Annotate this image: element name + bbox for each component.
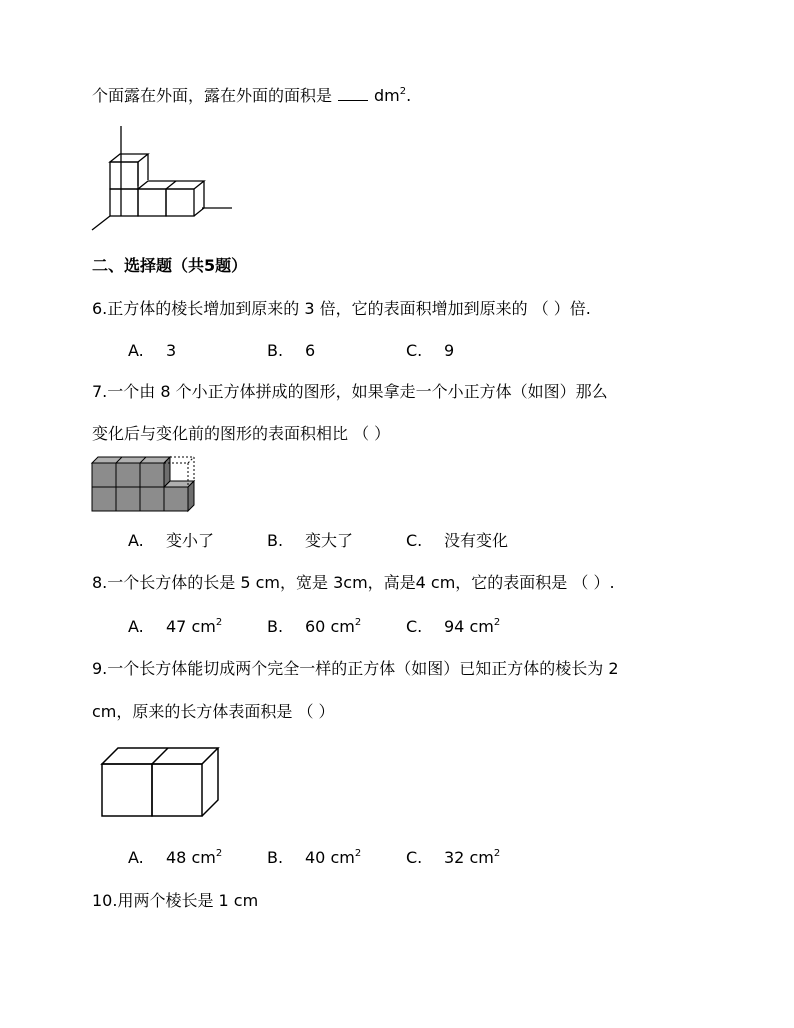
- q8-option-b[interactable]: [267, 617, 361, 637]
- q9-option-c-value: 32 cm: [444, 848, 494, 867]
- q6-option-b-value: 6: [305, 341, 316, 360]
- q7-cube-figure: [90, 455, 200, 515]
- q9-option-a-key: A.: [128, 848, 144, 867]
- q10-text: 10.用两个棱长是 1 cm: [92, 891, 259, 910]
- q9-option-b-value: 40 cm: [305, 848, 355, 867]
- q9-option-a[interactable]: [128, 848, 222, 868]
- q9-option-a-value: 48 cm: [166, 848, 216, 867]
- q7-option-b-value: 变大了: [305, 531, 354, 550]
- q6-option-b[interactable]: [267, 341, 315, 361]
- q7-option-a[interactable]: [128, 531, 214, 551]
- q8-option-b-key: B.: [267, 617, 284, 636]
- q6-option-a-value: 3: [166, 341, 177, 360]
- q5-end: .: [406, 86, 412, 105]
- q8-option-c-exp: 2: [493, 617, 501, 628]
- q7-option-b[interactable]: [267, 531, 353, 551]
- q5-unit: dm: [374, 86, 400, 105]
- q5-unit-exp: 2: [399, 86, 407, 97]
- q9-cuboid-figure: [98, 744, 228, 824]
- q8-text: 8.一个长方体的长是 5 cm，宽是 3cm，高是4 cm，它的表面积是 （ ）.: [92, 573, 615, 592]
- q7-option-a-value: 变小了: [166, 531, 215, 550]
- q8-option-c-value: 94 cm: [444, 617, 494, 636]
- section-title: 二、选择题（共5题）: [92, 256, 248, 275]
- q9-option-b-key: B.: [267, 848, 284, 867]
- q8-option-a-exp: 2: [215, 617, 223, 628]
- q7-option-c[interactable]: [406, 531, 508, 551]
- q7-option-c-value: 没有变化: [444, 531, 509, 550]
- q7-option-b-key: B.: [267, 531, 284, 550]
- q5-answer-blank: [338, 88, 368, 101]
- q6-option-c-key: C.: [406, 341, 423, 360]
- q6-option-c[interactable]: [406, 341, 454, 361]
- q9-option-b-exp: 2: [354, 848, 362, 859]
- q8-option-b-exp: 2: [354, 617, 362, 628]
- q9-option-c-exp: 2: [493, 848, 501, 859]
- q8-option-c[interactable]: [406, 617, 500, 637]
- q6-text: 6.正方体的棱长增加到原来的 3 倍，它的表面积增加到原来的 （ ）倍.: [92, 299, 591, 318]
- q6-option-a[interactable]: [128, 341, 176, 361]
- q9-option-c-key: C.: [406, 848, 423, 867]
- q9-text-line2: cm，原来的长方体表面积是 （ ）: [92, 702, 335, 721]
- q8-option-a-key: A.: [128, 617, 144, 636]
- q7-text-line1: 7.一个由 8 个小正方体拼成的图形，如果拿走一个小正方体（如图）那么: [92, 382, 608, 401]
- q7-option-c-key: C.: [406, 531, 423, 550]
- q5-text-main: 个面露在外面，露在外面的面积是: [92, 86, 333, 105]
- q6-option-c-value: 9: [444, 341, 455, 360]
- q7-option-a-key: A.: [128, 531, 144, 550]
- q5-text: [92, 86, 411, 106]
- q9-option-a-exp: 2: [215, 848, 223, 859]
- q6-option-b-key: B.: [267, 341, 284, 360]
- q5-cube-figure: [90, 122, 240, 232]
- q9-option-c[interactable]: [406, 848, 500, 868]
- q8-option-c-key: C.: [406, 617, 423, 636]
- q6-option-a-key: A.: [128, 341, 144, 360]
- q9-text-line1: 9.一个长方体能切成两个完全一样的正方体（如图）已知正方体的棱长为 2: [92, 659, 619, 678]
- q8-option-a[interactable]: [128, 617, 222, 637]
- q9-option-b[interactable]: [267, 848, 361, 868]
- q7-text-line2: 变化后与变化前的图形的表面积相比 （ ）: [92, 424, 391, 443]
- q8-option-a-value: 47 cm: [166, 617, 216, 636]
- q8-option-b-value: 60 cm: [305, 617, 355, 636]
